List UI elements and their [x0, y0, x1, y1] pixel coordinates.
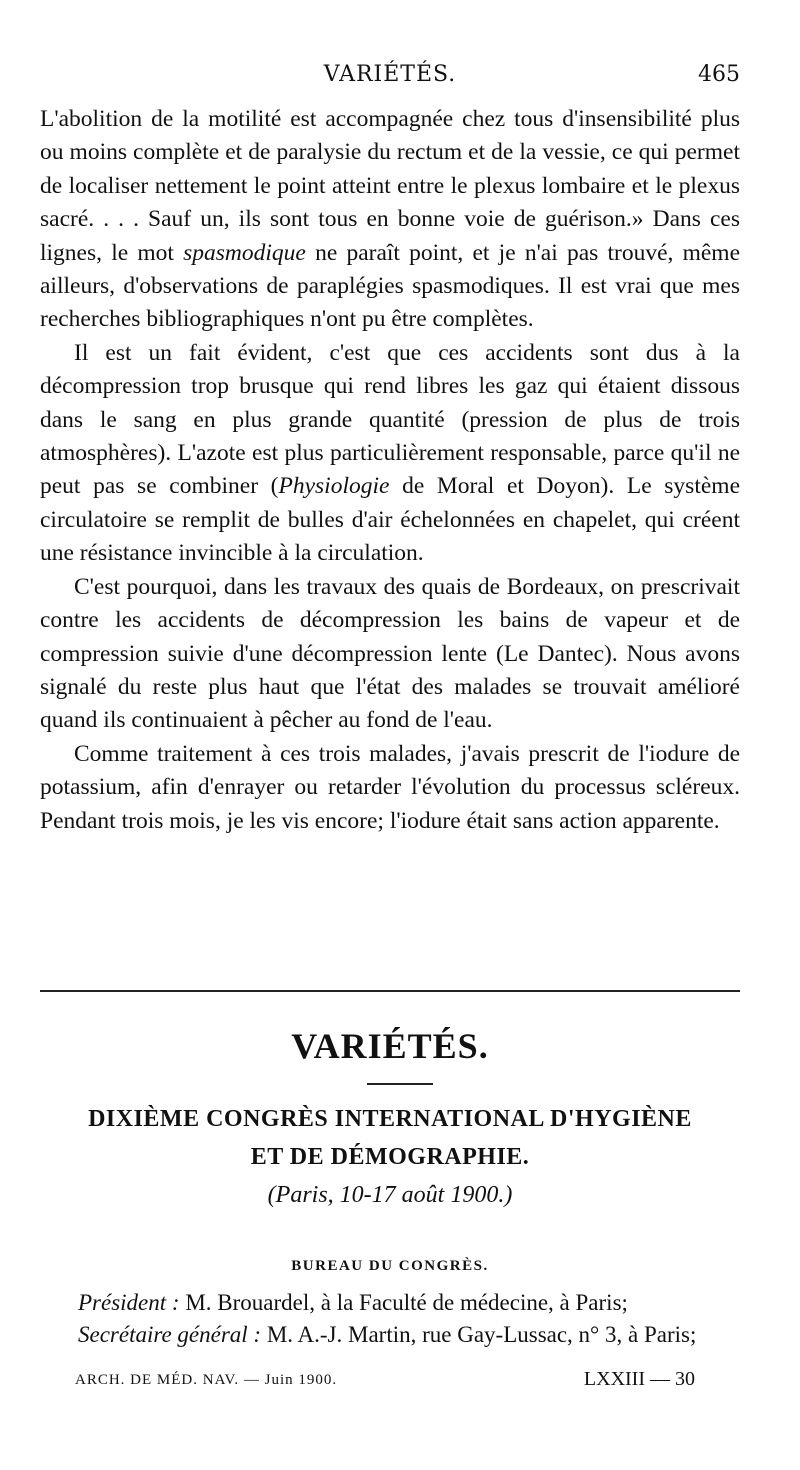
title-underline	[367, 1083, 433, 1085]
section-title: VARIÉTÉS.	[291, 1026, 489, 1066]
president-text: M. Brouardel, à la Faculté de médecine, à Paris;	[185, 1290, 628, 1315]
secretary-line	[78, 1322, 758, 1348]
congress-title	[40, 1100, 740, 1176]
body-text	[40, 103, 740, 838]
paragraph-1-continuation: ne paraît point, et je n'ai pas trouvé, même ailleurs, d'observations de paraplégies spasmodiques. Il est vrai que mes recherches bibliographiques n'ont pu être complètes.	[40, 239, 741, 333]
paragraph-1-text: L'abolition de la motilité est accompagnée chez tous d'insensibilité plus ou moins complète et de paralysie du rectum et de la vessie, ce qui permet de localiser nettement le point atteint entre le plexus lombaire et le plexus sacré. . . . Sauf un, ils sont tous en bonne voie de guérison.» Dans ces lignes, le mot	[40, 106, 740, 266]
secretary-role: Secrétaire général :	[78, 1322, 262, 1347]
page-footer	[75, 1368, 695, 1394]
signature-mark: LXXIII — 30	[583, 1368, 695, 1390]
italic-term-physiologie: Physiologie	[278, 473, 390, 500]
paragraph-2	[40, 337, 740, 571]
paragraph-2-continuation: de Moral et Doyon). Le système circulatoire se remplit de bulles d'air échelonnées en chapelet, qui créent une résistance invincible à la circulation.	[40, 473, 740, 567]
paragraph-4: Comme traitement à ces trois malades, j'avais prescrit de l'iodure de potassium, afin d'enrayer ou retarder l'évolution du processus scléreux. Pendant trois mois, je les vis encore; l'iodure était sans action apparente.	[40, 740, 740, 834]
section-divider	[40, 990, 740, 992]
running-title: VARIÉTÉS.	[323, 62, 457, 87]
secretary-text: M. A.-J. Martin, rue Gay-Lussac, n° 3, à Paris;	[266, 1322, 697, 1347]
president-line	[78, 1290, 758, 1316]
paragraph-2-text: Il est un fait évident, c'est que ces accidents sont dus à la décompression trop brusque qui rend libres les gaz qui étaient dissous dans le sang en plus grande quantité (pression de plus de trois atmosphères). L'azote est plus particulièrement responsable, parce qu'il ne peut pas se combiner (	[40, 339, 740, 500]
bureau-heading: BUREAU DU CONGRÈS.	[291, 1258, 489, 1274]
italic-term-spasmodique: spasmodique	[183, 239, 306, 266]
president-role: Président :	[78, 1290, 180, 1315]
congress-title-line-1: DIXIÈME CONGRÈS INTERNATIONAL D'HYGIÈNE	[88, 1106, 692, 1132]
page-number: 465	[698, 62, 740, 87]
congress-place-date: (Paris, 10-17 août 1900.)	[267, 1182, 513, 1208]
paragraph-3: C'est pourquoi, dans les travaux des quais de Bordeaux, on prescrivait contre les accidents de décompression les bains de vapeur et de compression suivie d'une décompression lente (Le Dantec). Nous avons signalé du reste plus haut que l'état des malades se trouvait amélioré quand ils continuaient à pêcher au fond de l'eau.	[40, 573, 740, 734]
page-header	[40, 62, 740, 92]
congress-title-line-2: ET DE DÉMOGRAPHIE.	[250, 1144, 530, 1170]
paragraph-1	[40, 103, 740, 337]
journal-reference: ARCH. DE MÉD. NAV. — Juin 1900.	[75, 1372, 338, 1388]
